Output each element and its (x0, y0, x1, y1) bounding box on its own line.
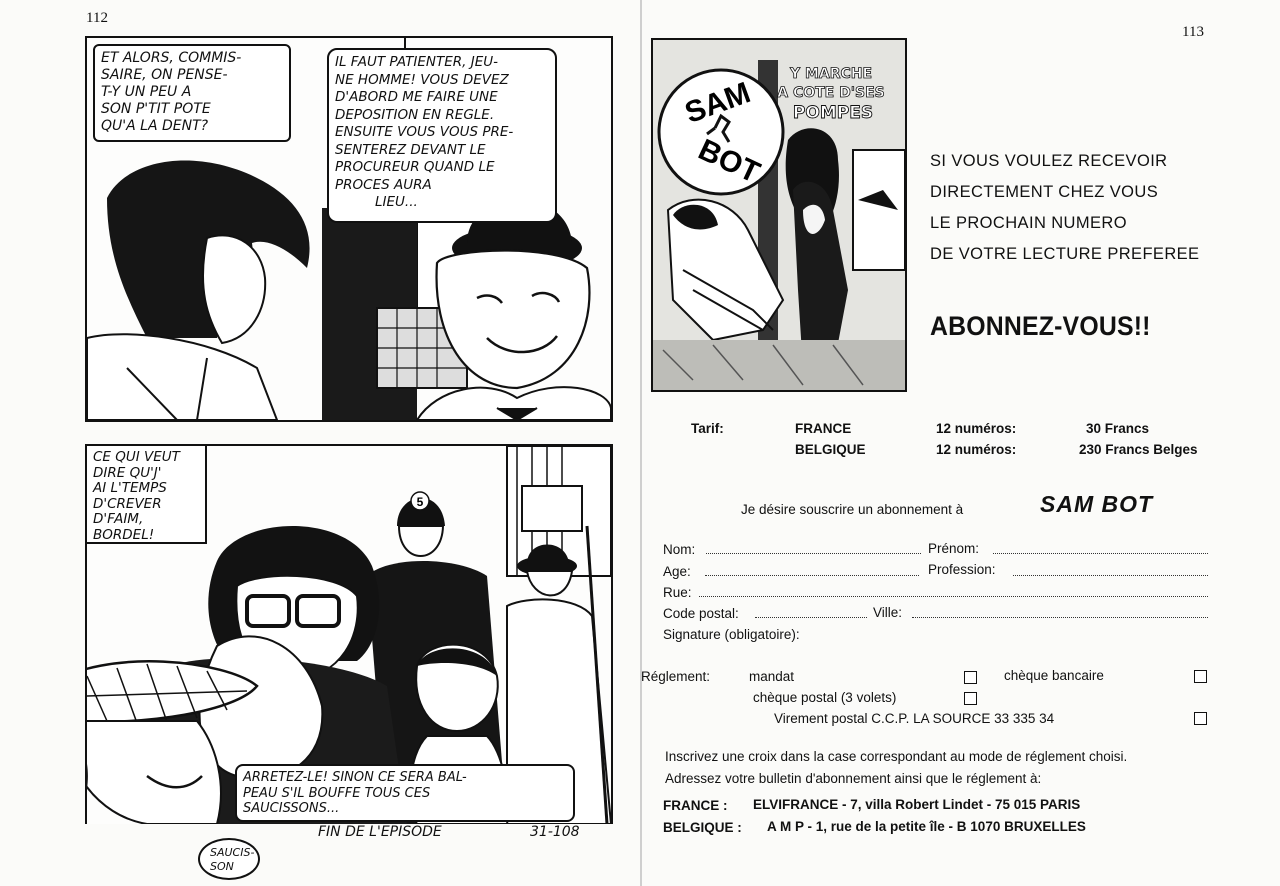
bubble-line: DEPOSITION EN REGLE. (335, 106, 495, 123)
age-label: Age: (663, 564, 691, 579)
signature-label: Signature (obligatoire): (663, 627, 800, 642)
tarif-price: 230 Francs Belges (1079, 442, 1198, 457)
episode-end-caption: FIN DE L'EPISODE (318, 824, 442, 840)
age-field[interactable] (705, 575, 919, 576)
mandat-checkbox[interactable] (964, 671, 977, 684)
speech-bubble-right (327, 48, 557, 223)
bubble-line: D'FAIM, (93, 511, 144, 527)
profession-label: Profession: (928, 562, 996, 577)
instruction-line: Adressez votre bulletin d'abonnement ainsi que le réglement à: (665, 771, 1042, 786)
page-gutter (640, 0, 642, 886)
cover-tagline-line: POMPES (792, 103, 874, 123)
sfx-bubble (198, 838, 260, 880)
bubble-line: IL FAUT PATIENTER, JEU- (335, 54, 499, 70)
prenom-field[interactable] (993, 553, 1208, 554)
virement-label: Virement postal C.C.P. LA SOURCE 33 335 34 (774, 711, 1055, 726)
address-country: BELGIQUE : (663, 820, 742, 835)
bubble-line: T-Y UN PEU A (101, 84, 192, 100)
prenom-label: Prénom: (928, 541, 980, 556)
bubble-line: PROCES AURA (335, 176, 432, 193)
bubble-line: CE QUI VEUT (93, 449, 180, 465)
address-country: FRANCE : (663, 798, 728, 813)
headline-line: LE PROCHAIN NUMERO (930, 214, 1127, 232)
bubble-line: LIEU... (375, 194, 418, 210)
bubble-line: SON P'TIT POTE (101, 101, 211, 117)
bubble-line: PEAU S'IL BOUFFE TOUS CES (243, 785, 431, 801)
call-to-action: ABONNEZ-VOUS!! (930, 311, 1151, 341)
nom-label: Nom: (663, 542, 696, 557)
code-postal-field[interactable] (755, 617, 867, 618)
payment-label: Réglement: (641, 669, 711, 684)
tarif-issues: 12 numéros: (936, 421, 1017, 436)
tarif-country: BELGIQUE (795, 442, 866, 457)
sfx-line: SAUCIS- (210, 846, 255, 859)
headline-line: SI VOUS VOULEZ RECEVOIR (930, 152, 1168, 170)
tarif-price: 30 Francs (1086, 421, 1150, 436)
bubble-line: DIRE QU'J' (93, 464, 162, 481)
headline-line: DIRECTEMENT CHEZ VOUS (930, 183, 1159, 201)
bubble-line: ET ALORS, COMMIS- (101, 50, 242, 66)
profession-field[interactable] (1013, 575, 1208, 576)
subscribe-text: Je désire souscrire un abonnement à (741, 502, 964, 517)
speech-bubble-bottom (235, 764, 575, 822)
bubble-line: SAIRE, ON PENSE- (101, 67, 228, 83)
cover-logo-top: SAM (680, 76, 755, 130)
ville-field[interactable] (912, 617, 1208, 618)
bubble-line: SENTEREZ DEVANT LE (335, 141, 486, 158)
page-number-right: 113 (1182, 24, 1204, 40)
instruction-line: Inscrivez une croix dans la case correspondant au mode de réglement choisi. (665, 749, 1128, 764)
magazine-cover (651, 38, 907, 392)
cheque-postal-checkbox[interactable] (964, 692, 977, 705)
speech-bubble-top (87, 446, 207, 544)
cheque-bancaire-checkbox[interactable] (1194, 670, 1207, 683)
bubble-line: QU'A LA DENT? (101, 118, 209, 134)
address-text: ELVIFRANCE - 7, villa Robert Lindet - 75 015 PARIS (753, 797, 1081, 812)
bubble-line: PROCUREUR QUAND LE (335, 159, 495, 175)
comic-panel-1 (85, 36, 613, 422)
bubble-line: AI L'TEMPS (93, 480, 167, 496)
cover-tagline-line: Y MARCHE (789, 66, 873, 82)
page-number-left: 112 (86, 10, 108, 26)
bubble-line: NE HOMME! VOUS DEVEZ (335, 71, 509, 88)
mandat-label: mandat (749, 669, 795, 684)
bubble-line: SAUCISSONS... (243, 801, 340, 816)
tarif-label: Tarif: (691, 421, 724, 436)
ville-label: Ville: (873, 605, 903, 620)
sfx-line: SON (210, 860, 234, 873)
cover-logo-bottom: BOT (693, 133, 765, 190)
cover-artwork (653, 40, 905, 390)
police-badge-number: 5 (416, 495, 424, 509)
cheque-bancaire-label: chèque bancaire (1004, 668, 1104, 683)
cheque-postal-label: chèque postal (3 volets) (753, 690, 897, 705)
cover-tagline-line: A COTE D'SES (777, 85, 885, 101)
bubble-line: D'ABORD ME FAIRE UNE (335, 89, 498, 105)
bubble-line: BORDEL! (93, 526, 155, 543)
bubble-line: ENSUITE VOUS VOUS PRE- (335, 124, 514, 140)
brand-name: SAM BOT (1040, 491, 1154, 517)
tarif-country: FRANCE (795, 421, 852, 436)
rue-field[interactable] (699, 596, 1208, 597)
bubble-line: ARRETEZ-LE! SINON CE SERA BAL- (243, 770, 467, 785)
speech-bubble-left (93, 44, 291, 142)
headline-line: DE VOTRE LECTURE PREFEREE (930, 245, 1200, 263)
virement-checkbox[interactable] (1194, 712, 1207, 725)
episode-code: 31-108 (530, 824, 580, 840)
address-text: A M P - 1, rue de la petite île - B 1070 BRUXELLES (767, 819, 1086, 834)
code-postal-label: Code postal: (663, 606, 739, 621)
tarif-issues: 12 numéros: (936, 442, 1017, 457)
rue-label: Rue: (663, 585, 692, 600)
nom-field[interactable] (706, 553, 921, 554)
bubble-line: D'CREVER (93, 495, 162, 512)
comic-panel-2 (85, 444, 613, 824)
